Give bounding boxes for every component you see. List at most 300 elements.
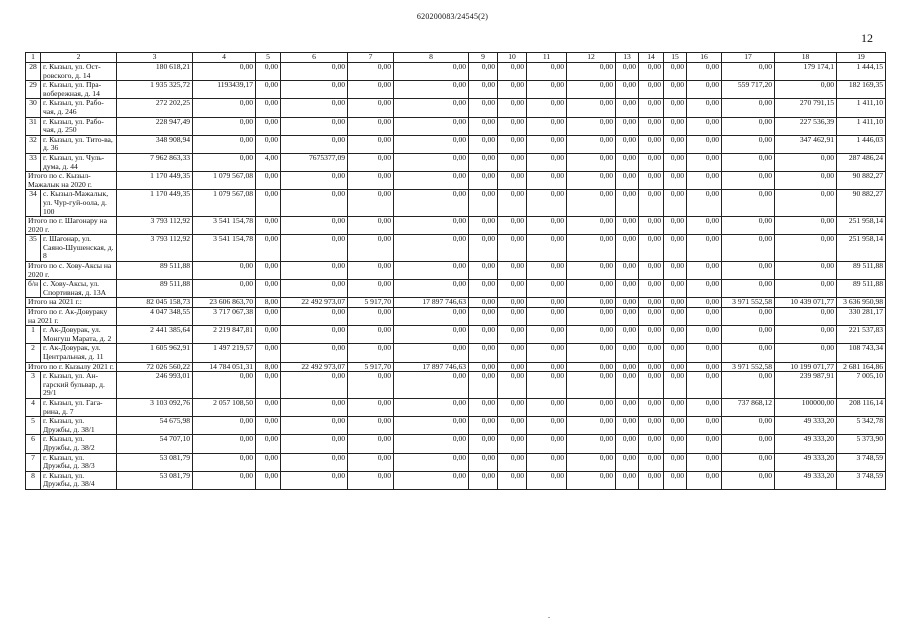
- table-row: [26, 63, 886, 81]
- value-cell: 0,00: [498, 262, 527, 280]
- value-cell: 0,00: [469, 172, 498, 190]
- column-header: 9: [469, 53, 498, 63]
- value-cell: 0,00: [256, 99, 281, 117]
- value-cell: 0,00: [348, 63, 394, 81]
- value-cell: 0,00: [639, 435, 664, 453]
- value-cell: 0,00: [527, 372, 567, 399]
- value-cell: 0,00: [348, 153, 394, 171]
- value-cell: 0,00: [193, 99, 256, 117]
- value-cell: 0,00: [664, 398, 687, 416]
- value-cell: 0,00: [281, 308, 348, 326]
- value-cell: 90 882,27: [837, 172, 886, 190]
- column-header: 3: [117, 53, 193, 63]
- value-cell: 0,00: [256, 326, 281, 344]
- column-header: 4: [193, 53, 256, 63]
- value-cell: 0,00: [616, 372, 639, 399]
- value-cell: 0,00: [498, 362, 527, 372]
- table-row: [26, 417, 886, 435]
- value-cell: 0,00: [469, 117, 498, 135]
- value-cell: 0,00: [567, 117, 616, 135]
- value-cell: 0,00: [567, 135, 616, 153]
- value-cell: 0,00: [348, 135, 394, 153]
- value-cell: 0,00: [527, 298, 567, 308]
- value-cell: 0,00: [394, 262, 469, 280]
- value-cell: 0,00: [498, 99, 527, 117]
- value-cell: 0,00: [775, 235, 837, 262]
- value-cell: 0,00: [469, 453, 498, 471]
- address-cell: г. Кызыл, ул. Ан-гарский бульвар, д. 29/1: [41, 372, 117, 399]
- value-cell: 0,00: [616, 398, 639, 416]
- value-cell: 239 987,91: [775, 372, 837, 399]
- value-cell: 0,00: [527, 344, 567, 362]
- value-cell: 0,00: [639, 471, 664, 489]
- value-cell: 0,00: [527, 153, 567, 171]
- value-cell: 0,00: [616, 117, 639, 135]
- value-cell: 0,00: [193, 471, 256, 489]
- value-cell: 0,00: [687, 117, 722, 135]
- value-cell: 0,00: [281, 326, 348, 344]
- value-cell: 0,00: [639, 298, 664, 308]
- value-cell: 0,00: [687, 417, 722, 435]
- value-cell: 0,00: [469, 298, 498, 308]
- value-cell: 0,00: [527, 326, 567, 344]
- address-cell: г. Ак-Довурак, ул. Центральная, д. 11: [41, 344, 117, 362]
- page-number: 12: [861, 31, 873, 45]
- value-cell: 0,00: [469, 471, 498, 489]
- value-cell: 0,00: [498, 135, 527, 153]
- value-cell: 0,00: [722, 135, 775, 153]
- value-cell: 0,00: [664, 326, 687, 344]
- value-cell: 0,00: [394, 398, 469, 416]
- value-cell: 347 462,91: [775, 135, 837, 153]
- value-cell: 0,00: [567, 172, 616, 190]
- value-cell: 0,00: [193, 435, 256, 453]
- value-cell: 0,00: [498, 81, 527, 99]
- value-cell: 0,00: [394, 81, 469, 99]
- value-cell: 0,00: [281, 280, 348, 298]
- value-cell: 0,00: [639, 135, 664, 153]
- value-cell: 0,00: [616, 308, 639, 326]
- row-number: 8: [26, 471, 41, 489]
- value-cell: 3 971 552,58: [722, 362, 775, 372]
- value-cell: 0,00: [348, 190, 394, 217]
- value-cell: 0,00: [394, 435, 469, 453]
- value-cell: 0,00: [775, 153, 837, 171]
- value-cell: 0,00: [527, 217, 567, 235]
- value-cell: 0,00: [616, 471, 639, 489]
- table-row: [26, 398, 886, 416]
- value-cell: 0,00: [687, 435, 722, 453]
- value-cell: 49 333,20: [775, 435, 837, 453]
- value-cell: 0,00: [193, 63, 256, 81]
- value-cell: 0,00: [193, 262, 256, 280]
- value-cell: 3 793 112,92: [117, 235, 193, 262]
- value-cell: 0,00: [664, 63, 687, 81]
- value-cell: 0,00: [567, 372, 616, 399]
- value-cell: 0,00: [527, 417, 567, 435]
- value-cell: 0,00: [567, 153, 616, 171]
- value-cell: 0,00: [469, 63, 498, 81]
- value-cell: 0,00: [469, 417, 498, 435]
- table-row: [26, 190, 886, 217]
- column-header: 13: [616, 53, 639, 63]
- table-row: [26, 99, 886, 117]
- value-cell: 0,00: [722, 308, 775, 326]
- address-cell: г. Кызыл, ул. Чуль-дума, д. 44: [41, 153, 117, 171]
- value-cell: 0,00: [281, 417, 348, 435]
- value-cell: 0,00: [498, 453, 527, 471]
- value-cell: 0,00: [664, 81, 687, 99]
- subtotal-label: Итого по г. Кызылу 2021 г.: [26, 362, 117, 372]
- value-cell: 10 199 071,77: [775, 362, 837, 372]
- value-cell: 0,00: [394, 235, 469, 262]
- value-cell: 0,00: [394, 417, 469, 435]
- table-header-row: [26, 53, 886, 63]
- value-cell: 89 511,88: [837, 262, 886, 280]
- value-cell: 0,00: [775, 81, 837, 99]
- value-cell: 0,00: [664, 435, 687, 453]
- address-cell: г. Кызыл, ул. Дружбы, д. 38/2: [41, 435, 117, 453]
- value-cell: 4 047 348,55: [117, 308, 193, 326]
- value-cell: 0,00: [687, 235, 722, 262]
- value-cell: 0,00: [775, 172, 837, 190]
- value-cell: 0,00: [687, 172, 722, 190]
- value-cell: 0,00: [616, 135, 639, 153]
- value-cell: 0,00: [664, 298, 687, 308]
- value-cell: 0,00: [469, 372, 498, 399]
- value-cell: 0,00: [527, 63, 567, 81]
- subtotal-label: Итого по г. Ак-Довураку на 2021 г.: [26, 308, 117, 326]
- value-cell: 0,00: [193, 117, 256, 135]
- value-cell: 0,00: [498, 435, 527, 453]
- value-cell: 22 492 973,07: [281, 298, 348, 308]
- value-cell: 1 444,15: [837, 63, 886, 81]
- table-row: [26, 344, 886, 362]
- value-cell: 0,00: [394, 308, 469, 326]
- value-cell: 0,00: [616, 63, 639, 81]
- value-cell: 0,00: [616, 435, 639, 453]
- value-cell: 2 681 164,86: [837, 362, 886, 372]
- value-cell: 22 492 973,07: [281, 362, 348, 372]
- table-row: [26, 435, 886, 453]
- column-header: 1: [26, 53, 41, 63]
- row-number: 28: [26, 63, 41, 81]
- address-cell: г. Кызыл, ул. Дружбы, д. 38/1: [41, 417, 117, 435]
- value-cell: 0,00: [348, 344, 394, 362]
- value-cell: 0,00: [256, 217, 281, 235]
- value-cell: 23 606 863,70: [193, 298, 256, 308]
- value-cell: 0,00: [394, 172, 469, 190]
- value-cell: 0,00: [639, 99, 664, 117]
- table-row: [26, 280, 886, 298]
- value-cell: 0,00: [664, 372, 687, 399]
- column-header: 8: [394, 53, 469, 63]
- value-cell: 3 717 067,38: [193, 308, 256, 326]
- value-cell: 0,00: [394, 135, 469, 153]
- value-cell: 89 511,88: [117, 262, 193, 280]
- value-cell: 0,00: [722, 417, 775, 435]
- value-cell: 0,00: [616, 362, 639, 372]
- subtotal-label: Итого по г. Шагонару на 2020 г.: [26, 217, 117, 235]
- value-cell: 0,00: [687, 81, 722, 99]
- value-cell: 0,00: [616, 99, 639, 117]
- address-cell: с. Кызыл-Мажалык, ул. Чур-гуй-оола, д. 100: [41, 190, 117, 217]
- value-cell: 208 116,14: [837, 398, 886, 416]
- value-cell: 0,00: [394, 63, 469, 81]
- value-cell: 0,00: [639, 81, 664, 99]
- value-cell: 0,00: [639, 153, 664, 171]
- value-cell: 90 882,27: [837, 190, 886, 217]
- value-cell: 0,00: [687, 153, 722, 171]
- value-cell: 227 536,39: [775, 117, 837, 135]
- value-cell: 0,00: [687, 217, 722, 235]
- value-cell: 0,00: [639, 326, 664, 344]
- value-cell: 0,00: [256, 417, 281, 435]
- value-cell: 179 174,1: [775, 63, 837, 81]
- value-cell: 0,00: [775, 326, 837, 344]
- row-number: 32: [26, 135, 41, 153]
- value-cell: 0,00: [394, 471, 469, 489]
- value-cell: 0,00: [639, 235, 664, 262]
- value-cell: 8,00: [256, 362, 281, 372]
- value-cell: 0,00: [469, 99, 498, 117]
- value-cell: 7 962 863,33: [117, 153, 193, 171]
- value-cell: 0,00: [348, 453, 394, 471]
- value-cell: 1 411,10: [837, 117, 886, 135]
- value-cell: 0,00: [348, 262, 394, 280]
- value-cell: 8,00: [256, 298, 281, 308]
- row-number: 6: [26, 435, 41, 453]
- value-cell: 1 170 449,35: [117, 190, 193, 217]
- value-cell: 0,00: [664, 362, 687, 372]
- value-cell: 1 411,10: [837, 99, 886, 117]
- value-cell: 5 917,70: [348, 298, 394, 308]
- value-cell: 0,00: [348, 435, 394, 453]
- value-cell: 0,00: [348, 81, 394, 99]
- value-cell: 0,00: [687, 344, 722, 362]
- value-cell: 0,00: [567, 217, 616, 235]
- value-cell: 0,00: [616, 235, 639, 262]
- value-cell: 0,00: [348, 326, 394, 344]
- value-cell: 0,00: [687, 326, 722, 344]
- row-number: 4: [26, 398, 41, 416]
- value-cell: 3 103 092,76: [117, 398, 193, 416]
- footer-mark: .: [548, 611, 550, 620]
- subtotal-row: [26, 262, 886, 280]
- value-cell: 0,00: [616, 280, 639, 298]
- value-cell: 0,00: [498, 298, 527, 308]
- row-number: 31: [26, 117, 41, 135]
- value-cell: 0,00: [527, 453, 567, 471]
- value-cell: 0,00: [616, 262, 639, 280]
- value-cell: 14 784 051,31: [193, 362, 256, 372]
- value-cell: 0,00: [664, 99, 687, 117]
- value-cell: 0,00: [664, 153, 687, 171]
- value-cell: 0,00: [193, 153, 256, 171]
- value-cell: 1 170 449,35: [117, 172, 193, 190]
- value-cell: 0,00: [527, 172, 567, 190]
- value-cell: 0,00: [469, 362, 498, 372]
- value-cell: 0,00: [567, 417, 616, 435]
- table-row: [26, 135, 886, 153]
- table-row: [26, 235, 886, 262]
- value-cell: 251 958,14: [837, 217, 886, 235]
- value-cell: 0,00: [775, 190, 837, 217]
- value-cell: 0,00: [567, 326, 616, 344]
- value-cell: 1 935 325,72: [117, 81, 193, 99]
- subtotal-row: [26, 308, 886, 326]
- value-cell: 0,00: [498, 308, 527, 326]
- value-cell: 0,00: [664, 217, 687, 235]
- value-cell: 0,00: [394, 153, 469, 171]
- value-cell: 0,00: [394, 217, 469, 235]
- address-cell: г. Кызыл, ул. Гага-рина, д. 7: [41, 398, 117, 416]
- value-cell: 0,00: [687, 308, 722, 326]
- value-cell: 0,00: [722, 453, 775, 471]
- value-cell: 272 202,25: [117, 99, 193, 117]
- value-cell: 0,00: [256, 63, 281, 81]
- value-cell: 0,00: [498, 471, 527, 489]
- subtotal-label: Итого по с. Кызыл-Мажалык на 2020 г.: [26, 172, 117, 190]
- value-cell: 0,00: [567, 308, 616, 326]
- row-number: 2: [26, 344, 41, 362]
- value-cell: 0,00: [567, 262, 616, 280]
- value-cell: 287 486,24: [837, 153, 886, 171]
- value-cell: 180 618,21: [117, 63, 193, 81]
- value-cell: 0,00: [639, 417, 664, 435]
- value-cell: 270 791,15: [775, 99, 837, 117]
- value-cell: 0,00: [469, 435, 498, 453]
- value-cell: 0,00: [498, 63, 527, 81]
- value-cell: 0,00: [256, 190, 281, 217]
- value-cell: 0,00: [498, 280, 527, 298]
- value-cell: 0,00: [498, 372, 527, 399]
- value-cell: 5 342,78: [837, 417, 886, 435]
- value-cell: 0,00: [567, 398, 616, 416]
- row-number: 33: [26, 153, 41, 171]
- value-cell: 0,00: [348, 117, 394, 135]
- value-cell: 0,00: [281, 471, 348, 489]
- value-cell: 0,00: [498, 326, 527, 344]
- value-cell: 53 081,79: [117, 453, 193, 471]
- value-cell: 2 441 385,64: [117, 326, 193, 344]
- value-cell: 0,00: [498, 190, 527, 217]
- value-cell: 0,00: [394, 372, 469, 399]
- value-cell: 0,00: [687, 63, 722, 81]
- value-cell: 0,00: [616, 453, 639, 471]
- table-body: [26, 53, 886, 490]
- value-cell: 0,00: [722, 471, 775, 489]
- value-cell: 228 947,49: [117, 117, 193, 135]
- value-cell: 251 958,14: [837, 235, 886, 262]
- value-cell: 49 333,20: [775, 471, 837, 489]
- value-cell: 0,00: [469, 326, 498, 344]
- value-cell: 0,00: [687, 372, 722, 399]
- value-cell: 0,00: [616, 344, 639, 362]
- column-header: 18: [775, 53, 837, 63]
- value-cell: 0,00: [687, 453, 722, 471]
- value-cell: 0,00: [722, 262, 775, 280]
- row-number: 5: [26, 417, 41, 435]
- value-cell: 54 675,98: [117, 417, 193, 435]
- value-cell: 0,00: [639, 372, 664, 399]
- value-cell: 0,00: [616, 417, 639, 435]
- value-cell: 0,00: [281, 99, 348, 117]
- table-row: [26, 117, 886, 135]
- value-cell: 0,00: [281, 344, 348, 362]
- value-cell: 0,00: [256, 435, 281, 453]
- value-cell: 3 541 154,78: [193, 235, 256, 262]
- value-cell: 0,00: [664, 280, 687, 298]
- value-cell: 0,00: [498, 398, 527, 416]
- value-cell: 0,00: [616, 217, 639, 235]
- value-cell: 0,00: [687, 471, 722, 489]
- value-cell: 0,00: [664, 453, 687, 471]
- value-cell: 0,00: [256, 372, 281, 399]
- value-cell: 0,00: [775, 262, 837, 280]
- value-cell: 0,00: [722, 172, 775, 190]
- value-cell: 0,00: [567, 63, 616, 81]
- row-number: б/н: [26, 280, 41, 298]
- value-cell: 72 026 560,22: [117, 362, 193, 372]
- address-cell: г. Ак-Довурак, ул. Монгуш Марата, д. 2: [41, 326, 117, 344]
- value-cell: 559 717,20: [722, 81, 775, 99]
- value-cell: 0,00: [498, 172, 527, 190]
- value-cell: 0,00: [567, 453, 616, 471]
- value-cell: 0,00: [348, 417, 394, 435]
- subtotal-row: [26, 217, 886, 235]
- value-cell: 7 005,10: [837, 372, 886, 399]
- value-cell: 0,00: [348, 471, 394, 489]
- value-cell: 1 605 962,91: [117, 344, 193, 362]
- value-cell: 0,00: [256, 262, 281, 280]
- value-cell: 0,00: [527, 435, 567, 453]
- row-number: 29: [26, 81, 41, 99]
- value-cell: 0,00: [348, 398, 394, 416]
- address-cell: г. Кызыл, ул. Тито-ва, д. 36: [41, 135, 117, 153]
- value-cell: 89 511,88: [837, 280, 886, 298]
- value-cell: 0,00: [722, 117, 775, 135]
- value-cell: 0,00: [567, 471, 616, 489]
- value-cell: 0,00: [256, 235, 281, 262]
- value-cell: 0,00: [664, 235, 687, 262]
- value-cell: 0,00: [722, 63, 775, 81]
- value-cell: 0,00: [527, 280, 567, 298]
- value-cell: 737 868,12: [722, 398, 775, 416]
- value-cell: 0,00: [348, 372, 394, 399]
- column-header: 17: [722, 53, 775, 63]
- value-cell: 0,00: [281, 262, 348, 280]
- value-cell: 0,00: [281, 235, 348, 262]
- value-cell: 0,00: [348, 308, 394, 326]
- row-number: 7: [26, 453, 41, 471]
- value-cell: 348 908,94: [117, 135, 193, 153]
- value-cell: 3 748,59: [837, 453, 886, 471]
- column-header: 10: [498, 53, 527, 63]
- value-cell: 246 993,01: [117, 372, 193, 399]
- value-cell: 0,00: [527, 135, 567, 153]
- value-cell: 330 281,17: [837, 308, 886, 326]
- value-cell: 0,00: [639, 453, 664, 471]
- value-cell: 0,00: [527, 99, 567, 117]
- column-header: 11: [527, 53, 567, 63]
- value-cell: 3 971 552,58: [722, 298, 775, 308]
- value-cell: 0,00: [567, 435, 616, 453]
- value-cell: 49 333,20: [775, 417, 837, 435]
- value-cell: 0,00: [567, 298, 616, 308]
- value-cell: 0,00: [567, 362, 616, 372]
- value-cell: 0,00: [469, 344, 498, 362]
